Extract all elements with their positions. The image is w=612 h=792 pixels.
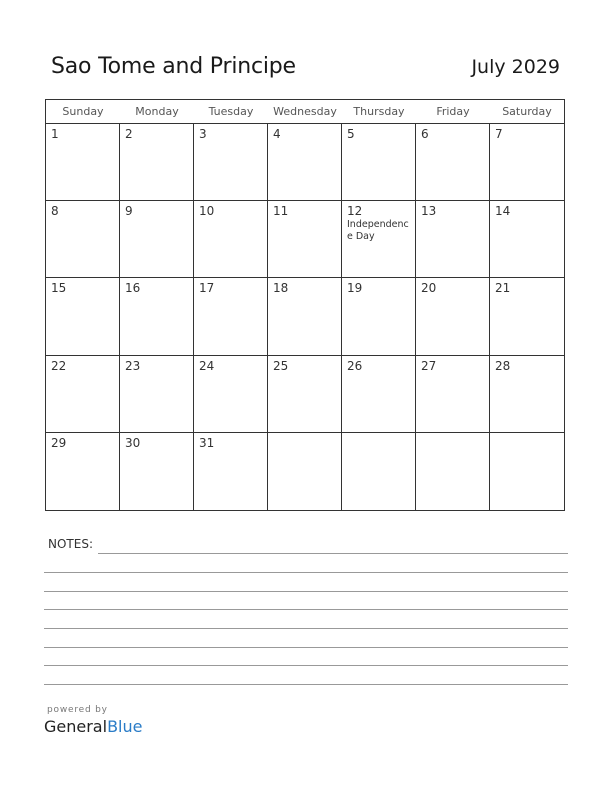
day-number: 11 [273,204,289,219]
day-number: 17 [199,281,215,296]
day-number: 19 [347,281,363,296]
day-number: 16 [125,281,141,296]
week-row [46,278,564,355]
day-number: 29 [51,435,67,450]
brand-blue: Blue [107,717,143,736]
month-year-label: July 2029 [471,56,560,78]
day-cell[interactable] [416,278,490,354]
generalblue-logo[interactable] [44,717,142,736]
holiday-label: Independence Day [347,219,409,243]
day-cell[interactable] [268,433,342,510]
note-line [44,609,568,610]
day-number: 10 [199,204,215,219]
note-line [44,591,568,592]
page-title: Sao Tome and Principe [51,54,296,79]
day-cell[interactable] [490,124,564,200]
day-number: 28 [495,358,511,373]
calendar-grid [45,99,565,511]
weekday-tuesday: Tuesday [208,105,254,118]
note-line [44,684,568,685]
day-number: 30 [125,435,141,450]
weekday-thursday: Thursday [353,105,405,118]
week-row [46,433,564,510]
day-cell[interactable] [120,124,194,200]
weekday-friday: Friday [436,105,470,118]
day-cell[interactable] [268,278,342,354]
day-number: 26 [347,358,363,373]
day-number: 27 [421,358,437,373]
calendar-weeks [46,124,564,510]
day-number: 15 [51,281,67,296]
weekday-wednesday: Wednesday [273,105,337,118]
brand-general: General [44,717,108,736]
day-number: 6 [421,127,429,141]
week-row [46,356,564,433]
day-cell[interactable] [46,278,120,354]
note-line [44,647,568,648]
day-cell[interactable] [120,433,194,510]
day-number: 9 [125,204,133,219]
day-number: 1 [51,127,59,141]
day-number: 2 [125,127,133,141]
day-cell[interactable] [416,356,490,432]
day-cell[interactable] [46,433,120,510]
day-cell[interactable] [120,278,194,354]
day-number: 22 [51,358,67,373]
day-cell[interactable] [46,124,120,200]
day-cell[interactable] [194,278,268,354]
powered-by-text: powered by [47,705,108,715]
note-line [44,572,568,573]
day-cell[interactable] [490,356,564,432]
day-number: 12 [347,204,363,219]
day-cell[interactable] [120,356,194,432]
day-number: 25 [273,358,289,373]
day-cell[interactable] [46,356,120,432]
week-row [46,201,564,278]
day-number: 13 [421,204,437,219]
day-number: 3 [199,127,207,141]
day-number: 14 [495,204,511,219]
day-cell[interactable] [194,433,268,510]
day-cell[interactable] [342,124,416,200]
note-line [98,553,568,554]
day-number: 31 [199,435,215,450]
day-cell[interactable] [342,278,416,354]
day-number: 4 [273,127,281,141]
day-cell[interactable] [416,201,490,277]
day-cell[interactable] [268,124,342,200]
day-number: 18 [273,281,289,296]
week-row [46,124,564,201]
day-cell[interactable] [268,356,342,432]
day-cell[interactable] [490,201,564,277]
day-number: 21 [495,281,511,296]
day-number: 20 [421,281,437,296]
note-line [44,665,568,666]
weekday-saturday: Saturday [502,105,552,118]
day-number: 5 [347,127,355,141]
day-number: 7 [495,127,503,141]
day-cell[interactable] [46,201,120,277]
day-cell[interactable] [194,201,268,277]
day-cell[interactable] [342,433,416,510]
day-cell[interactable] [416,124,490,200]
weekday-sunday: Sunday [62,105,104,118]
day-cell[interactable] [490,278,564,354]
day-number: 8 [51,204,59,219]
day-cell[interactable] [342,201,416,277]
day-cell[interactable] [342,356,416,432]
weekday-header [46,100,564,124]
day-cell[interactable] [194,124,268,200]
day-number: 24 [199,358,215,373]
day-cell[interactable] [194,356,268,432]
day-cell[interactable] [120,201,194,277]
day-cell[interactable] [416,433,490,510]
note-line [44,628,568,629]
day-cell[interactable] [490,433,564,510]
day-cell[interactable] [268,201,342,277]
weekday-monday: Monday [135,105,179,118]
notes-label: NOTES: [48,537,93,551]
day-number: 23 [125,358,141,373]
